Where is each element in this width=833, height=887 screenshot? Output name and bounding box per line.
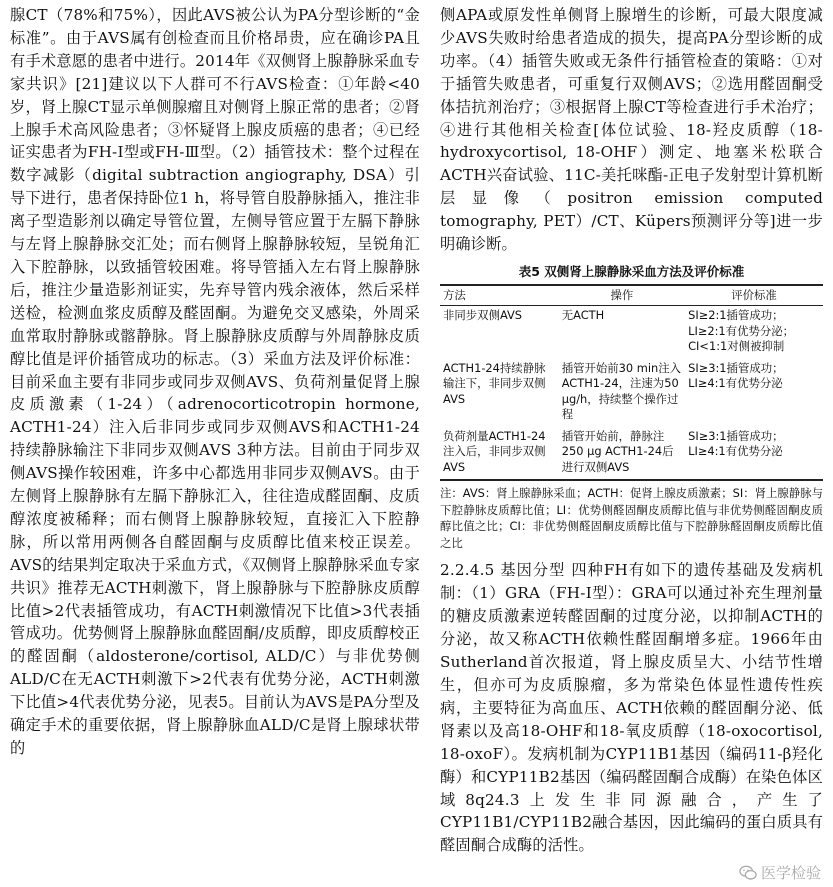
table-row (440, 359, 823, 427)
wechat-icon (739, 864, 757, 882)
table-row (440, 306, 823, 359)
table-caption: 表5 双侧肾上腺静脉采血方法及评价标准 (518, 263, 745, 279)
table-cell: 插管开始前，静脉注250 μg ACTH1-24后进行双侧AVS (559, 427, 685, 481)
right-column (440, 4, 823, 857)
table-cell: ACTH1-24持续静脉输注下，非同步双侧AVS (443, 360, 546, 406)
column-header: 操作 (559, 285, 685, 306)
column-header: 方法 (440, 285, 559, 306)
watermark-text: 医学检验 (760, 864, 821, 882)
table-cell: SI≥3:1插管成功； LI≥4:1有优势分泌 (685, 427, 823, 481)
body-paragraph: 腺CT（78%和75%），因此AVS被公认为PA分型诊断的“金标准”。由于AVS属有创检查而且价格昂贵，应在确诊PA且有手术意愿的患者中进行。2014年《双侧肾上腺静脉采血专家共识》[21]建议以下人群可不行AVS检查：①年龄<40岁，肾上腺CT显示单侧腺瘤且对侧肾上腺正常的患者；②肾上腺手术高风险患者；③怀疑肾上腺皮质癌的患者；④已经证实患者为FH-Ⅰ型或FH-Ⅲ型。（2）插管技术：整个过程在数字减影（digital subtraction angiography, DSA）引导下进行，患者保持卧位1 h，将导管自股静脉插入，推注非离子型造影剂以确定导管位置，左侧导管应置于左膈下静脉与左肾上腺静脉交汇处；而右侧肾上腺静脉较短，呈锐角汇入下腔静脉，以致插管较困难。将导管插入左右肾上腺静脉后，推注少量造影剂证实，先弃导管内残余液体，然后采样送检，检测血浆皮质醇及醛固酮。为避免交叉感染，外周采血常取肘静脉或髂静脉。肾上腺静脉皮质醇与外周静脉皮质醇比值是评价插管成功的标志。（3）采血方法及评价标准：目前采血主要有非同步或同步双侧AVS、负荷剂量促肾上腺皮质激素（1-24）（adrenocorticotropin hormone, ACTH1-24）注入后非同步或同步双侧AVS和ACTH1-24持续静脉输注下非同步双侧AVS 3种方法。目前由于同步双侧AVS操作较困难，许多中心都选用非同步双侧AVS。由于左侧肾上腺静脉有左膈下静脉汇入，往往造成醛固酮、皮质醇浓度被稀释；而右侧肾上腺静脉较短，直接汇入下腔静脉，所以常用两侧各自醛固酮与皮质醇比值来校正误差。AVS的结果判定取决于采血方式，《双侧肾上腺静脉采血专家共识》推荐无ACTH刺激下，肾上腺静脉与下腔静脉皮质醇比值>2代表插管成功，有ACTH刺激情况下比值>3代表插管成功。优势侧肾上腺静脉血醛固酮/皮质醇，即皮质醇校正的醛固酮（aldosterone/cortisol, ALD/C）与非优势侧ALD/C在无ACTH刺激下>2代表有优势分泌，ACTH刺激下比值>4代表优势分泌，见表5。目前认为AVS是PA分型及确定手术的重要依据，肾上腺静脉血ALD/C是肾上腺球状带的 (10, 6, 420, 757)
table-cell: 插管开始前30 min注入ACTH1-24，注速为50 μg/h，持续整个操作过程 (561, 360, 682, 422)
table-cell: SI≥2:1插管成功； LI≥2:1有优势分泌； CI<1:1对侧被抑制 (688, 308, 795, 354)
table-cell: SI≥3:1插管成功； LI≥4:1有优势分泌 (688, 360, 784, 391)
table-note: 注：AVS：肾上腺静脉采血；ACTH：促肾上腺皮质激素；SI：肾上腺静脉与下腔静脉皮质醇比值；LI：优势侧醛固酮皮质醇比值与非优势侧醛固酮皮质醇比值之比；CI：非优势侧醛固酮皮质醇比值与下腔静脉醛固酮皮质醇比值之比 (440, 486, 823, 550)
table-cell: 无ACTH (561, 308, 605, 323)
gene-typing-section: 2.2.4.5 基因分型 四种FH有如下的遗传基础及发病机制：（1）GRA（FH-Ⅰ型）：GRA可以通过补充生理剂量的糖皮质激素逆转醛固酮的过度分泌，以抑制ACTH的分泌，故又称ACTH依赖性醛固酮增多症。1966年由Sutherland首次报道，肾上腺皮质呈大、小结节性增生，但亦可为皮质腺瘤，多为常染色体显性遗传性疾病，主要特征为高血压、ACTH依赖的醛固酮分泌、低肾素以及高18-OHF和18-氧皮质醇（18-oxocortisol, 18-oxoF）。发病机制为CYP11B1基因（编码11-β羟化酶）和CYP11B2基因（编码醛固酮合成酶）在染色体区域8q24.3上发生非同源融合，产生了CYP11B1/CYP11B2融合基因，因此编码的蛋白质具有醛固酮合成酶的活性。 (440, 561, 823, 855)
avs-evaluation-table (440, 284, 823, 482)
watermark (739, 862, 821, 883)
body-paragraph: 侧APA或原发性单侧肾上腺增生的诊断，可最大限度减少AVS失败时给患者造成的损失，提高PA分型诊断的成功率。（4）插管失败或无条件行插管检查的策略：①对于插管失败患者，可重复行双侧AVS；②选用醛固酮受体拮抗剂治疗；③根据肾上腺CT等检查进行手术治疗；④进行其他相关检查[体位试验、18-羟皮质醇（18-hydroxycortisol, 18-OHF）测定、地塞米松联合ACTH兴奋试验、11C-美托咪酯-正电子发射型计算机断层显像（positron emission computed tomography, PET）/CT、Küpers预测评分等]进一步明确诊断。 (440, 6, 823, 254)
table-cell: 负荷剂量ACTH1-24注入后，非同步双侧AVS (440, 427, 559, 481)
column-header: 评价标准 (685, 285, 823, 306)
table-row (440, 427, 823, 481)
table-header-row (440, 285, 823, 306)
table-cell: 非同步双侧AVS (443, 308, 523, 323)
left-column (10, 4, 420, 760)
